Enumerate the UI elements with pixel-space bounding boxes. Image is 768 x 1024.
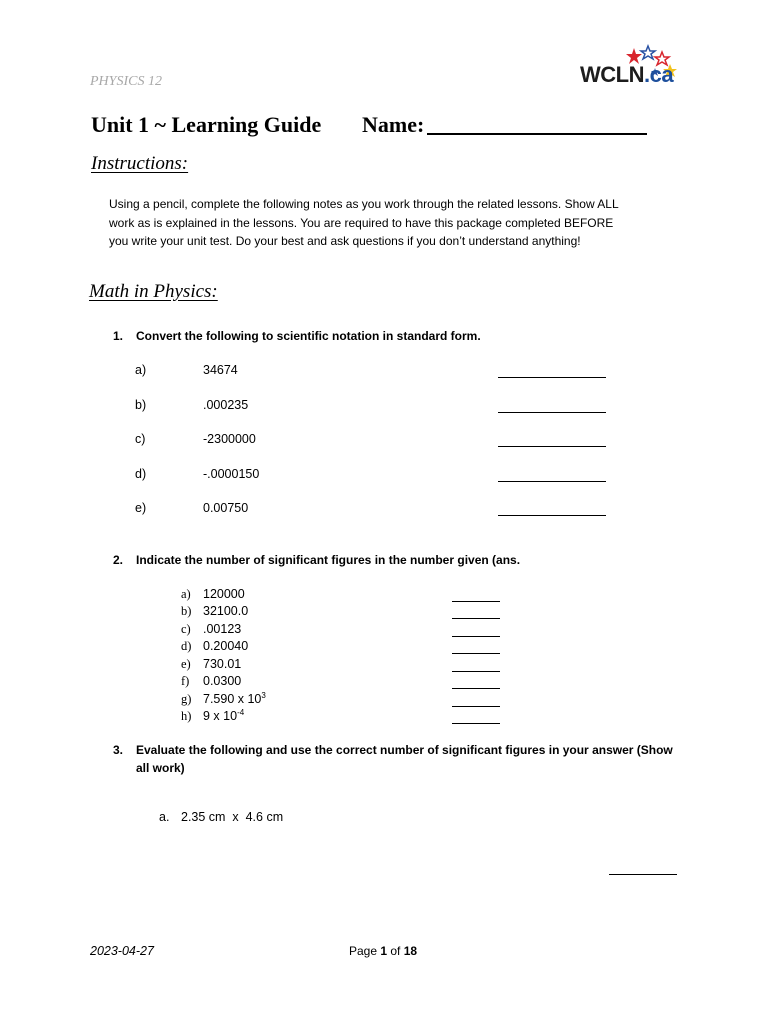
instructions-line-1: Using a pencil, complete the following notes as you work through the related lessons. Show ALL [109,197,619,211]
q2-item-exponent: -4 [237,707,245,717]
question-2-text: Indicate the number of significant figures in the number given (ans. [136,553,521,567]
q1-item-value: -2300000 [203,432,256,446]
instructions-line-3: you write your unit test. Do your best and ask questions if you don’t understand anything! [109,234,581,248]
course-header: PHYSICS 12 [90,74,162,89]
q1-item-value: 0.00750 [203,501,249,515]
question-1-text: Convert the following to scientific notation in standard form. [136,329,481,343]
logo-text [580,62,673,88]
q2-item-value-with-exponent [203,692,266,706]
q2-item-value: 120000 [203,587,245,601]
q1-answer-blank[interactable] [498,446,606,447]
question-1 [0,329,768,349]
page-title: Unit 1 ~ Learning Guide [91,112,322,137]
q2-item-value: 0.20040 [203,639,249,653]
question-3 [0,743,768,783]
question-1-number: 1. [113,329,124,343]
question-2 [0,553,768,573]
question-3-line-2: all work) [136,761,185,775]
q1-item-label: a) [135,363,147,377]
q2-item-value: 9 x 10 [203,709,238,723]
q1-item-value: .000235 [203,398,249,412]
footer-date: 2023-04-27 [90,944,154,958]
q1-item-label: d) [135,467,147,481]
q2-item-value-with-exponent [203,709,244,723]
q2-item-label: h) [181,709,192,723]
q2-item-label: e) [181,657,191,671]
q1-item-label: e) [135,501,147,515]
page-prefix: Page [349,944,381,958]
q2-item-value: 7.590 x 10 [203,692,262,706]
q2-answer-blank[interactable] [452,723,500,724]
q2-item-label: g) [181,692,192,706]
q2-item-value: 730.01 [203,657,242,671]
logo-wordmark: WCLN [580,62,644,87]
q2-answer-blank[interactable] [452,706,500,707]
q2-item-label: a) [181,587,191,601]
logo-suffix: .ca [643,62,674,87]
q1-item-value: -.0000150 [203,467,260,481]
instructions-heading: Instructions: [91,153,189,174]
q1-item-label: b) [135,398,147,412]
q2-answer-blank[interactable] [452,636,500,637]
instructions-text [109,195,679,251]
q2-item-label: c) [181,622,191,636]
name-field-line[interactable] [427,133,647,135]
page-number [349,944,417,958]
q3-item-value: 2.35 cm x 4.6 cm [181,810,284,824]
page-current: 1 [380,944,388,958]
q2-item-exponent: 3 [261,690,266,700]
q2-answer-blank[interactable] [452,671,500,672]
q3-item-label: a. [159,810,170,824]
q2-item-value: 0.0300 [203,674,242,688]
q1-item-label: c) [135,432,146,446]
q2-item-value: .00123 [203,622,242,636]
q2-item-label: f) [181,674,190,688]
instructions-line-2: work as is explained in the lessons. You are required to have this package completed BEFORE [109,215,614,230]
q2-answer-blank[interactable] [452,618,500,619]
page-of: of [387,944,404,958]
question-2-number: 2. [113,553,124,567]
q1-item-value: 34674 [203,363,238,377]
q2-item-value: 32100.0 [203,604,249,618]
wcln-logo [580,44,680,94]
q2-answer-blank[interactable] [452,601,500,602]
q2-answer-blank[interactable] [452,653,500,654]
q1-answer-blank[interactable] [498,481,606,482]
q1-answer-blank[interactable] [498,377,606,378]
q2-answer-blank[interactable] [452,688,500,689]
math-heading: Math in Physics: [89,281,218,302]
q2-item-label: d) [181,639,192,653]
q1-answer-blank[interactable] [498,412,606,413]
q2-item-label: b) [181,604,192,618]
q1-answer-blank[interactable] [498,515,606,516]
question-3-number: 3. [113,743,124,757]
name-label: Name: [362,112,425,137]
page-total: 18 [403,944,418,958]
q3-answer-blank[interactable] [609,874,677,875]
question-3-line-1: Evaluate the following and use the correct number of significant figures in your answer (Show [136,743,673,757]
